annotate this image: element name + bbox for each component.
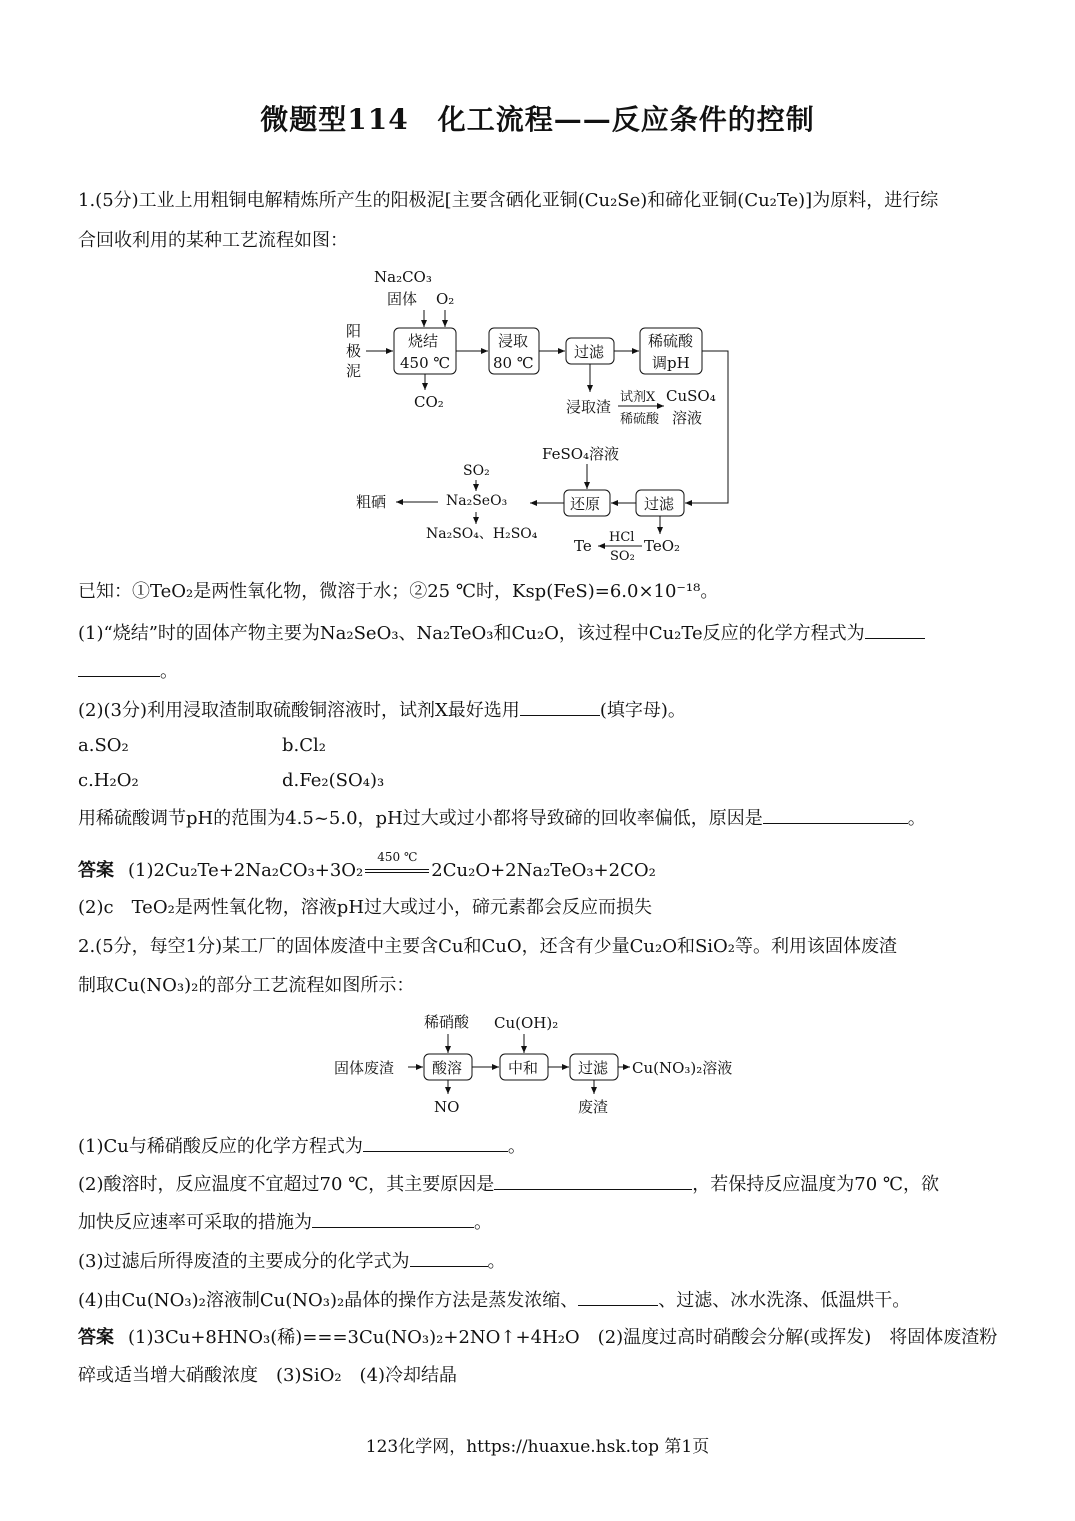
q1-stem-line2: 合回收利用的某种工艺流程如图： bbox=[78, 230, 348, 251]
q1-part1-blank-a[interactable] bbox=[865, 620, 925, 639]
neutral-label: 中和 bbox=[508, 1059, 539, 1077]
filter1-label: 过滤 bbox=[574, 343, 605, 361]
q1-part1-text: (1)“烧结”时的固体产物主要为Na₂SeO₃、Na₂TeO₃和Cu₂O，该过程中Cu₂Te反应的化学方程式为 bbox=[78, 623, 865, 644]
sinter-temp: 450 ℃ bbox=[400, 354, 451, 372]
q2-flow-diagram bbox=[330, 1008, 750, 1120]
q1-flow-diagram bbox=[330, 262, 750, 562]
flow-crude-se: 粗硒 bbox=[356, 493, 387, 511]
flow2-no: NO bbox=[434, 1098, 460, 1116]
q2-part2 bbox=[78, 1171, 939, 1197]
q1-part3-end: 。 bbox=[907, 808, 926, 829]
flow-cuso4: CuSO₄ bbox=[666, 387, 716, 405]
option-a: a.SO₂ bbox=[78, 735, 129, 756]
q2-part3-end: 。 bbox=[487, 1251, 506, 1272]
q1-part3-text: 用稀硫酸调节pH的范围为4.5~5.0，pH过大或过小都将导致碲的回收率偏低，原因是 bbox=[78, 808, 763, 829]
flow-ji: 极 bbox=[346, 342, 362, 360]
answer-label: 答案 bbox=[78, 860, 114, 881]
flow-hcl: HCl bbox=[609, 530, 635, 545]
filter2-label: 过滤 bbox=[644, 495, 675, 513]
q2-part3 bbox=[78, 1248, 506, 1274]
flow-solid: 固体 bbox=[387, 290, 418, 308]
q1-part2-blank[interactable] bbox=[520, 697, 600, 716]
flow-yang: 阳 bbox=[346, 322, 362, 340]
q1-part2-end: (填字母)。 bbox=[599, 700, 686, 721]
page-footer: 123化学网，https://huaxue.hsk.top 第1页 bbox=[365, 1437, 710, 1457]
acid-label: 稀硫酸 bbox=[648, 332, 694, 350]
q1-part1-blank-b[interactable] bbox=[78, 658, 160, 677]
q2-part1-blank[interactable] bbox=[363, 1133, 508, 1152]
q1-part2 bbox=[78, 697, 686, 723]
q2-stem-line2: 制取Cu(NO₃)₂的部分工艺流程如图所示： bbox=[78, 975, 415, 996]
q2-part2-cont bbox=[78, 1209, 492, 1235]
q2-answer-line2: 碎或适当增大硝酸浓度 (3)SiO₂ (4)冷却结晶 bbox=[78, 1365, 458, 1386]
q1-part2-text: (2)(3分)利用浸取渣制取硫酸铜溶液时，试剂X最好选用 bbox=[78, 700, 520, 721]
filter-label: 过滤 bbox=[578, 1059, 609, 1077]
q2-answer-line1 bbox=[78, 1326, 997, 1350]
q2-part2-text-a: (2)酸溶时，反应温度不宜超过70 ℃，其主要原因是 bbox=[78, 1174, 495, 1195]
flow2-cuoh2: Cu(OH)₂ bbox=[494, 1014, 559, 1032]
q1-stem-line1: 1.(5分)工业上用粗铜电解精炼所产生的阳极泥[主要含硒化亚铜(Cu₂Se)和碲化亚铜(Cu₂Te)]为原料，进行综 bbox=[78, 190, 939, 211]
q2-part4-text-a: (4)由Cu(NO₃)₂溶液制Cu(NO₃)₂晶体的操作方法是蒸发浓缩、 bbox=[78, 1290, 579, 1311]
flow-na2seo3: Na₂SeO₃ bbox=[446, 493, 508, 509]
flow-dilute: 稀硫酸 bbox=[620, 412, 660, 427]
q2-part3-text: (3)过滤后所得废渣的主要成分的化学式为 bbox=[78, 1251, 410, 1272]
flow-reagent: 试剂X bbox=[620, 390, 656, 405]
flow-so2: SO₂ bbox=[463, 463, 490, 479]
q2-part4-blank[interactable] bbox=[578, 1287, 658, 1306]
flow2-hno3: 稀硝酸 bbox=[424, 1013, 470, 1031]
flow-solution: 溶液 bbox=[672, 409, 703, 427]
flow2-residue: 废渣 bbox=[578, 1098, 609, 1116]
q2-stem-line1: 2.(5分，每空1分)某工厂的固体废渣中主要含Cu和CuO，还含有少量Cu₂O和SiO₂等。利用该固体废渣 bbox=[78, 936, 898, 957]
answer1-left: (1)2Cu₂Te+2Na₂CO₃+3O₂ bbox=[128, 860, 364, 881]
reaction-condition: 450 ℃ bbox=[377, 850, 418, 864]
q2-part4 bbox=[78, 1287, 910, 1313]
q2-part2-text-b: ，若保持反应温度为70 ℃，欲 bbox=[692, 1174, 940, 1195]
q1-part3 bbox=[78, 805, 926, 831]
q1-part1 bbox=[78, 620, 925, 646]
flow-byproducts: Na₂SO₄、H₂SO₄ bbox=[426, 526, 538, 542]
flow-ni: 泥 bbox=[346, 362, 362, 380]
q2-part2-text-c: 加快反应速率可采取的措施为 bbox=[78, 1212, 312, 1233]
reduce-label: 还原 bbox=[570, 495, 601, 513]
flow-so2b: SO₂ bbox=[610, 549, 635, 562]
q1-part3-blank[interactable] bbox=[763, 805, 908, 824]
dissolve-label: 酸溶 bbox=[432, 1059, 463, 1077]
q1-answer-2: (2)c TeO₂是两性氧化物，溶液pH过大或过小，碲元素都会反应而损失 bbox=[78, 897, 653, 918]
q2-part1 bbox=[78, 1133, 526, 1159]
q2-part3-blank[interactable] bbox=[410, 1248, 488, 1267]
q2-part4-text-b: 、过滤、冰水洗涤、低温烘干。 bbox=[658, 1290, 911, 1311]
option-c: c.H₂O₂ bbox=[78, 770, 139, 791]
flow-co2: CO₂ bbox=[414, 393, 444, 411]
q2-part2-blank-a[interactable] bbox=[494, 1171, 692, 1190]
answer-label: 答案 bbox=[78, 1327, 114, 1348]
sinter-label: 烧结 bbox=[408, 332, 439, 350]
flow-na2co3: Na₂CO₃ bbox=[374, 268, 432, 286]
q2-part2-end: 。 bbox=[474, 1212, 492, 1233]
q1-part1-end: 。 bbox=[160, 661, 178, 682]
leach-temp: 80 ℃ bbox=[493, 354, 534, 372]
leach-label: 浸取 bbox=[498, 332, 529, 350]
page-title: 微题型114 化工流程——反应条件的控制 bbox=[260, 103, 815, 136]
flow-te: Te bbox=[574, 537, 592, 555]
q1-known: 已知：①TeO₂是两性氧化物，微溶于水；②25 ℃时，Ksp(FeS)=6.0×10⁻¹⁸。 bbox=[78, 581, 719, 602]
ph-label: 调pH bbox=[652, 354, 690, 372]
option-b: b.Cl₂ bbox=[282, 735, 326, 756]
q2-part1-end: 。 bbox=[507, 1136, 526, 1157]
q2-part1-text: (1)Cu与稀硝酸反应的化学方程式为 bbox=[78, 1136, 363, 1157]
reaction-condition-arrow bbox=[365, 850, 429, 881]
flow-feso4: FeSO₄溶液 bbox=[542, 445, 620, 463]
flow2-waste: 固体废渣 bbox=[334, 1059, 395, 1077]
q2-part2-blank-b[interactable] bbox=[312, 1209, 474, 1228]
q2-answer-text-1: (1)3Cu+8HNO₃(稀)===3Cu(NO₃)₂+2NO↑+4H₂O (2)温度过高时硝酸会分解(或挥发) 将固体废渣粉 bbox=[128, 1327, 998, 1348]
q1-part1-cont bbox=[78, 658, 178, 684]
flow-teo2: TeO₂ bbox=[644, 537, 681, 555]
flow-o2: O₂ bbox=[436, 290, 455, 308]
option-d: d.Fe₂(SO₄)₃ bbox=[282, 770, 385, 791]
flow2-product: Cu(NO₃)₂溶液 bbox=[632, 1059, 733, 1077]
q1-answer-1 bbox=[78, 850, 656, 883]
flow-residue: 浸取渣 bbox=[566, 398, 612, 416]
answer1-right: 2Cu₂O+2Na₂TeO₃+2CO₂ bbox=[431, 860, 656, 881]
